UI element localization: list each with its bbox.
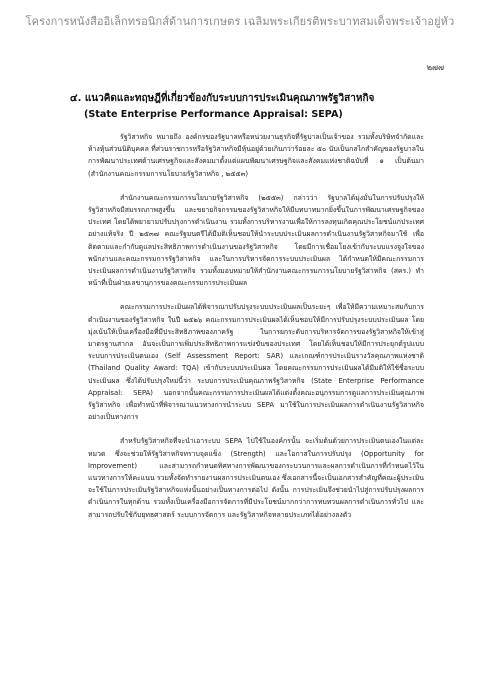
paragraph: คณะกรรมการประเมินผลได้พิจารณาปรับปรุงระบบประเมินผลเป็นระยะๆ เพื่อให้มีความเหมาะสมกับการดำเนินงานของรัฐวิสาหกิจ ในปี ๒๕๒๖ คณะกรรมการประเมินผลได้เห็นชอบให้มีการปรับปรุงระบบประเมินผล โดยมุ่งเน้นให้เป็นเครื่องมือที่มีประสิทธิภาพของภาครัฐ ในการยกระดับการบริหารจัดการของรัฐวิสาหกิจให้เข้าสู่มาตรฐานสากล อันจะเป็นการเพิ่มประสิทธิภาพการแข่งขันของประเทศ โดยได้เห็นชอบให้มีการประยุกต์รูปแบบระบบการประเมินตนเอง (Self Assessment Report: SAR) และเกณฑ์การประเมินรางวัลคุณภาพแห่งชาติ (Thailand Quality Award: TQA) เข้ากับระบบประเมินผล โดยคณะกรรมการประเมินผลได้มีมติให้ใช้ชื่อระบบประเมินผล ซึ่งได้ปรับปรุงใหม่นี้ว่า ระบบการประเมินคุณภาพรัฐวิสาหกิจ (State Enterprise Performance Appraisal: SEPA) นอกจากนั้นคณะกรรมการประเมินผลได้แต่งตั้งคณะอนุกรรมการดูแลการประเมินคุณภาพรัฐวิสาหกิจ เพื่อทำหน้าที่พิจารณาแนวทางการนำระบบ SEPA มาใช้ในการประเมินผลการดำเนินงานรัฐวิสาหกิจอย่างเป็นทางการ bbox=[88, 303, 424, 422]
page-header: โครงการหนังสืออิเล็กทรอนิกส์ด้านการเกษตร เฉลิมพระเกียรติพระบาทสมเด็จพระเจ้าอยู่หัว bbox=[25, 15, 455, 28]
section-title: ๔. แนวคิดและทฤษฎีที่เกี่ยวข้องกับระบบการประเมินคุณภาพรัฐวิสาหกิจ bbox=[70, 93, 375, 104]
paragraph: สำหรับรัฐวิสาหกิจที่จะนำเอาระบบ SEPA ไปใช้ในองค์กรนั้น จะเริ่มต้นด้วยการประเมินตนเองในแต่ละหมวด ซึ่งจะช่วยให้รัฐวิสาหกิจทราบจุดแข็ง (Strength) และโอกาสในการปรับปรุง (Opportunity for Improvement) และสามารถกำหนดทิศทางการพัฒนาของกระบวนการและผลการดำเนินการที่กำหนดไว้ในแนวทางการให้คะแนน รวมทั้งจัดทำรายงานผลการประเมินตนเอง ซึ่งเอกสารนี้จะเป็นเอกสารสำคัญที่คณะผู้ประเมินจะใช้ในการประเมินรัฐวิสาหกิจแห่งนั้นอย่างเป็นทางการต่อไป ดังนั้น การประเมินจึงช่วยนำไปสู่การปรับปรุงผลการดำเนินการในทุกด้าน รวมทั้งเป็นเครื่องมือการจัดการที่มีประโยชน์มากกว่าการทบทวนผลการดำเนินการทั่วไป และสามารถปรับใช้กับยุทธศาสตร์ ระบบการจัดการ และรัฐวิสาหกิจหลายประเภทได้อย่างลงตัว bbox=[88, 437, 424, 519]
paragraph: รัฐวิสาหกิจ หมายถึง องค์กรของรัฐบาลหรือหน่วยงานธุรกิจที่รัฐบาลเป็นเจ้าของ รวมทั้งบริษัทจำกัดและห้างหุ้นส่วนนิติบุคคล ที่ส่วนราชการหรือรัฐวิสาหกิจมีหุ้นอยู่ด้วยเกินกว่าร้อยละ ๕๐ นับเป็นกลไกสำคัญของรัฐบาลในการพัฒนาประเทศด้านเศรษฐกิจและสังคมมาตั้งแต่แผนพัฒนาเศรษฐกิจและสังคมแห่งชาติฉบับที่ ๑ เป็นต้นมา (สำนักงานคณะกรรมการนโยบายรัฐวิสาหกิจ , ๒๕๕๓) bbox=[88, 133, 424, 178]
page-number: ๒๗๗ bbox=[426, 63, 444, 72]
section-subtitle: (State Enterprise Performance Appraisal: SEPA) bbox=[84, 109, 343, 120]
paragraph: สำนักงานคณะกรรมการนโยบายรัฐวิสาหกิจ (๒๕๕๓) กล่าวว่า รัฐบาลได้มุ่งมั่นในการปรับปรุงให้รัฐวิสาหกิจมีสมรรถภาพสูงขึ้น และขยายกิจกรรมของรัฐวิสาหกิจให้มีบทบาทมากยิ่งขึ้นในการพัฒนาเศรษฐกิจของประเทศ โดยได้พยายามปรับปรุงการดำเนินงาน รวมทั้งการบริหารงานเพื่อให้การลงทุนเกิดคุณประโยชน์แก่ประเทศอย่างแท้จริง ปี ๒๕๓๗ คณะรัฐมนตรีได้มีมติเห็นชอบให้นำระบบประเมินผลการดำเนินงานรัฐวิสาหกิจมาใช้ เพื่อติดตามและกำกับดูแลประสิทธิภาพการดำเนินงานของรัฐวิสาหกิจ โดยมีการเชื่อมโยงเข้ากับระบบแรงจูงใจของพนักงานและคณะกรรมการรัฐวิสาหกิจ และในการบริหารจัดการระบบประเมินผล ได้กำหนดให้มีคณะกรรมการประเมินผลการดำเนินงานรัฐวิสาหกิจ รวมทั้งมอบหมายให้สำนักงานคณะกรรมการนโยบายรัฐวิสาหกิจ (สคร.) ทำหน้าที่เป็นฝ่ายเลขานุการของคณะกรรมการประเมินผล bbox=[88, 193, 424, 288]
document-body bbox=[88, 131, 424, 533]
